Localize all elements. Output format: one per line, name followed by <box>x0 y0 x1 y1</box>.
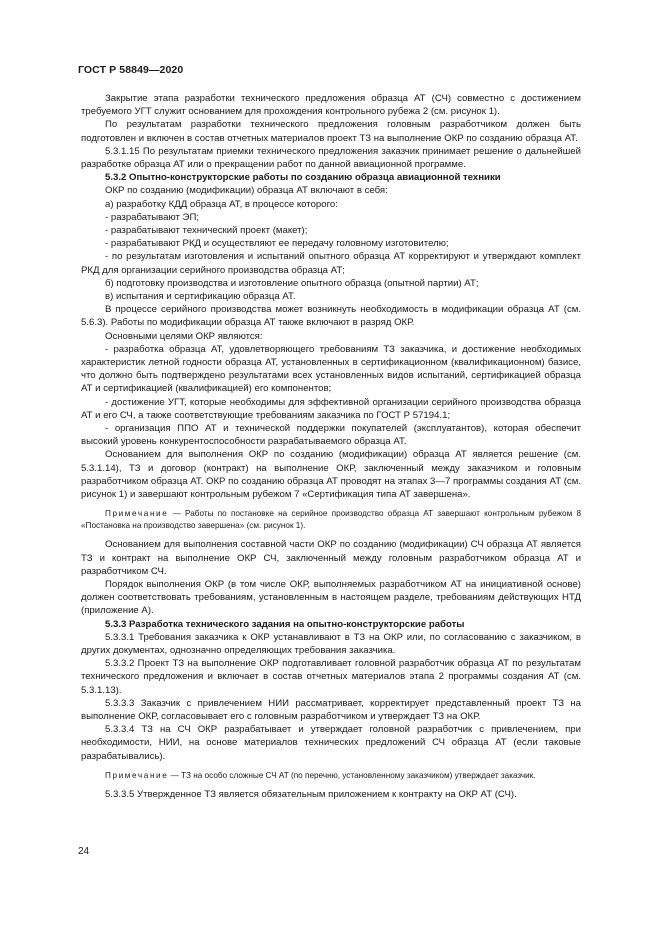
paragraph: Основанием для выполнения ОКР по созданию (модификации) образца АТ является решение (см. 5.3.1.14), ТЗ и договор (контракт) на выполнение ОКР, заключенный между заказчиком и головным разработчиком образца АТ. ОКР по созданию образца АТ проводят на этапах 3—7 программы создания АТ (см. рисунок 1) и завершают контрольным рубежом 7 «Сертификация типа АТ завершена». <box>81 449 581 501</box>
paragraph: Порядок выполнения ОКР (в том числе ОКР, выполняемых разработчиком АТ на инициативной основе) должен соответствовать требованиям, установленным в настоящем разделе, требованиям действующих НТД (приложение А). <box>81 578 581 617</box>
paragraph: 5.3.3.3 Заказчик с привлечением НИИ рассматривает, корректирует представленный проект ТЗ на выполнение ОКР, согласовывает его с головным разработчиком и утверждает ТЗ на ОКР. <box>81 697 581 722</box>
page-number: 24 <box>78 846 90 857</box>
note-text: — Работы по постановке на серийное производство образца АТ завершают контрольным рубежом 8 «Постановка на производство завершена» (см. рисунок 1). <box>81 509 581 530</box>
paragraph: По результатам разработки технического предложения головным разработчиком должен быть подготовлен и включен в состав отчетных материалов проект ТЗ на выполнение ОКР по созданию образца АТ. <box>81 119 581 144</box>
paragraph: Основными целями ОКР являются: <box>105 330 263 342</box>
standard-header: ГОСТ Р 58849—2020 <box>78 64 184 76</box>
note <box>81 508 581 531</box>
section-heading: 5.3.3 Разработка технического задания на опытно-конструкторские работы <box>105 618 465 630</box>
note <box>81 770 581 782</box>
paragraph: 5.3.3.1 Требования заказчика к ОКР устанавливают в ТЗ на ОКР или, по согласованию с заказчиком, в других документах, однозначно определяющих требования заказчика. <box>81 631 581 656</box>
paragraph: 5.3.3.4 ТЗ на СЧ ОКР разрабатывает и утверждает головной разработчик с привлечением, при необходимости, НИИ, на основе материалов технических предложений СЧ образца АТ (если таковые разрабатывались). <box>81 724 581 762</box>
paragraph: 5.3.3.2 Проект ТЗ на выполнение ОКР подготавливает головной разработчик образца АТ по результатам технического предложения и включает в состав отчетных материалов этапа 2 программы создания АТ (см. 5.3.1.13). <box>81 658 581 696</box>
list-item: - разрабатывают технический проект (макет); <box>105 225 308 237</box>
list-item: - достижение УГТ, которые необходимы для эффективной организации серийного производства образца АТ и его СЧ, а также соответствующие требованиям заказчика по ГОСТ Р 57194.1; <box>81 396 581 421</box>
list-item: в) испытания и сертификацию образца АТ. <box>105 291 296 303</box>
note-label: Примечание <box>105 770 169 780</box>
list-item: б) подготовку производства и изготовление опытного образца (опытной партии) АТ; <box>105 277 479 289</box>
paragraph: 5.3.1.15 По результатам приемки технического предложения заказчик принимает решение о дальнейшей разработке образца АТ или о прекращении работ по данной авиационной программе. <box>81 145 581 171</box>
list-item: - разработка образца АТ, удовлетворяющего требованиям ТЗ заказчика, и достижение необходимых характеристик летной годности образца АТ, установленных в сертификационном (квалификационном) базисе, что должно быть подтверждено результатами всех установленных видов испытаний, сертификацией образца АТ и сертификацией (квалификацией) его компонентов; <box>81 343 581 395</box>
list-item: - по результатам изготовления и испытаний опытного образца АТ корректируют и утверждают комплект РКД для организации серийного производства образца АТ; <box>81 251 581 276</box>
paragraph: В процессе серийного производства может возникнуть необходимость в модификации образца АТ (см. 5.6.3). Работы по модификации образца АТ также включают в разряд ОКР. <box>81 304 581 329</box>
note-label: Примечание <box>105 509 169 519</box>
list-item: а) разработку КДД образца АТ, в процессе которого: <box>105 198 338 210</box>
paragraph: 5.3.3.5 Утвержденное ТЗ является обязательным приложением к контракту на ОКР АТ (СЧ). <box>105 789 517 801</box>
note-text: — ТЗ на особо сложные СЧ АТ (по перечню, установленному заказчиком) утверждает заказчик. <box>168 770 536 780</box>
list-item: - разрабатывают ЭП; <box>105 211 200 223</box>
document-body <box>81 92 581 801</box>
paragraph: Закрытие этапа разработки технического предложения образца АТ (СЧ) совместно с достижением требуемого УГТ служит основанием для прохождения контрольного рубежа 2 (см. рисунок 1). <box>81 93 581 118</box>
list-item: - разрабатывают РКД и осуществляют ее передачу головному изготовителю; <box>105 238 449 250</box>
paragraph: Основанием для выполнения составной части ОКР по созданию (модификации) СЧ образца АТ является ТЗ и контракт на выполнение ОКР СЧ, заключенный между головным разработчиком образца АТ и разработчиком СЧ. <box>81 539 581 577</box>
section-heading: 5.3.2 Опытно-конструкторские работы по созданию образца авиационной техники <box>105 172 501 184</box>
list-item: - организация ППО АТ и технической поддержки покупателей (эксплуатантов), которая обеспечит высокий уровень конкурентоспособности разрабатываемого образца АТ. <box>81 423 581 448</box>
paragraph: ОКР по созданию (модификации) образца АТ включают в себя: <box>105 185 388 197</box>
